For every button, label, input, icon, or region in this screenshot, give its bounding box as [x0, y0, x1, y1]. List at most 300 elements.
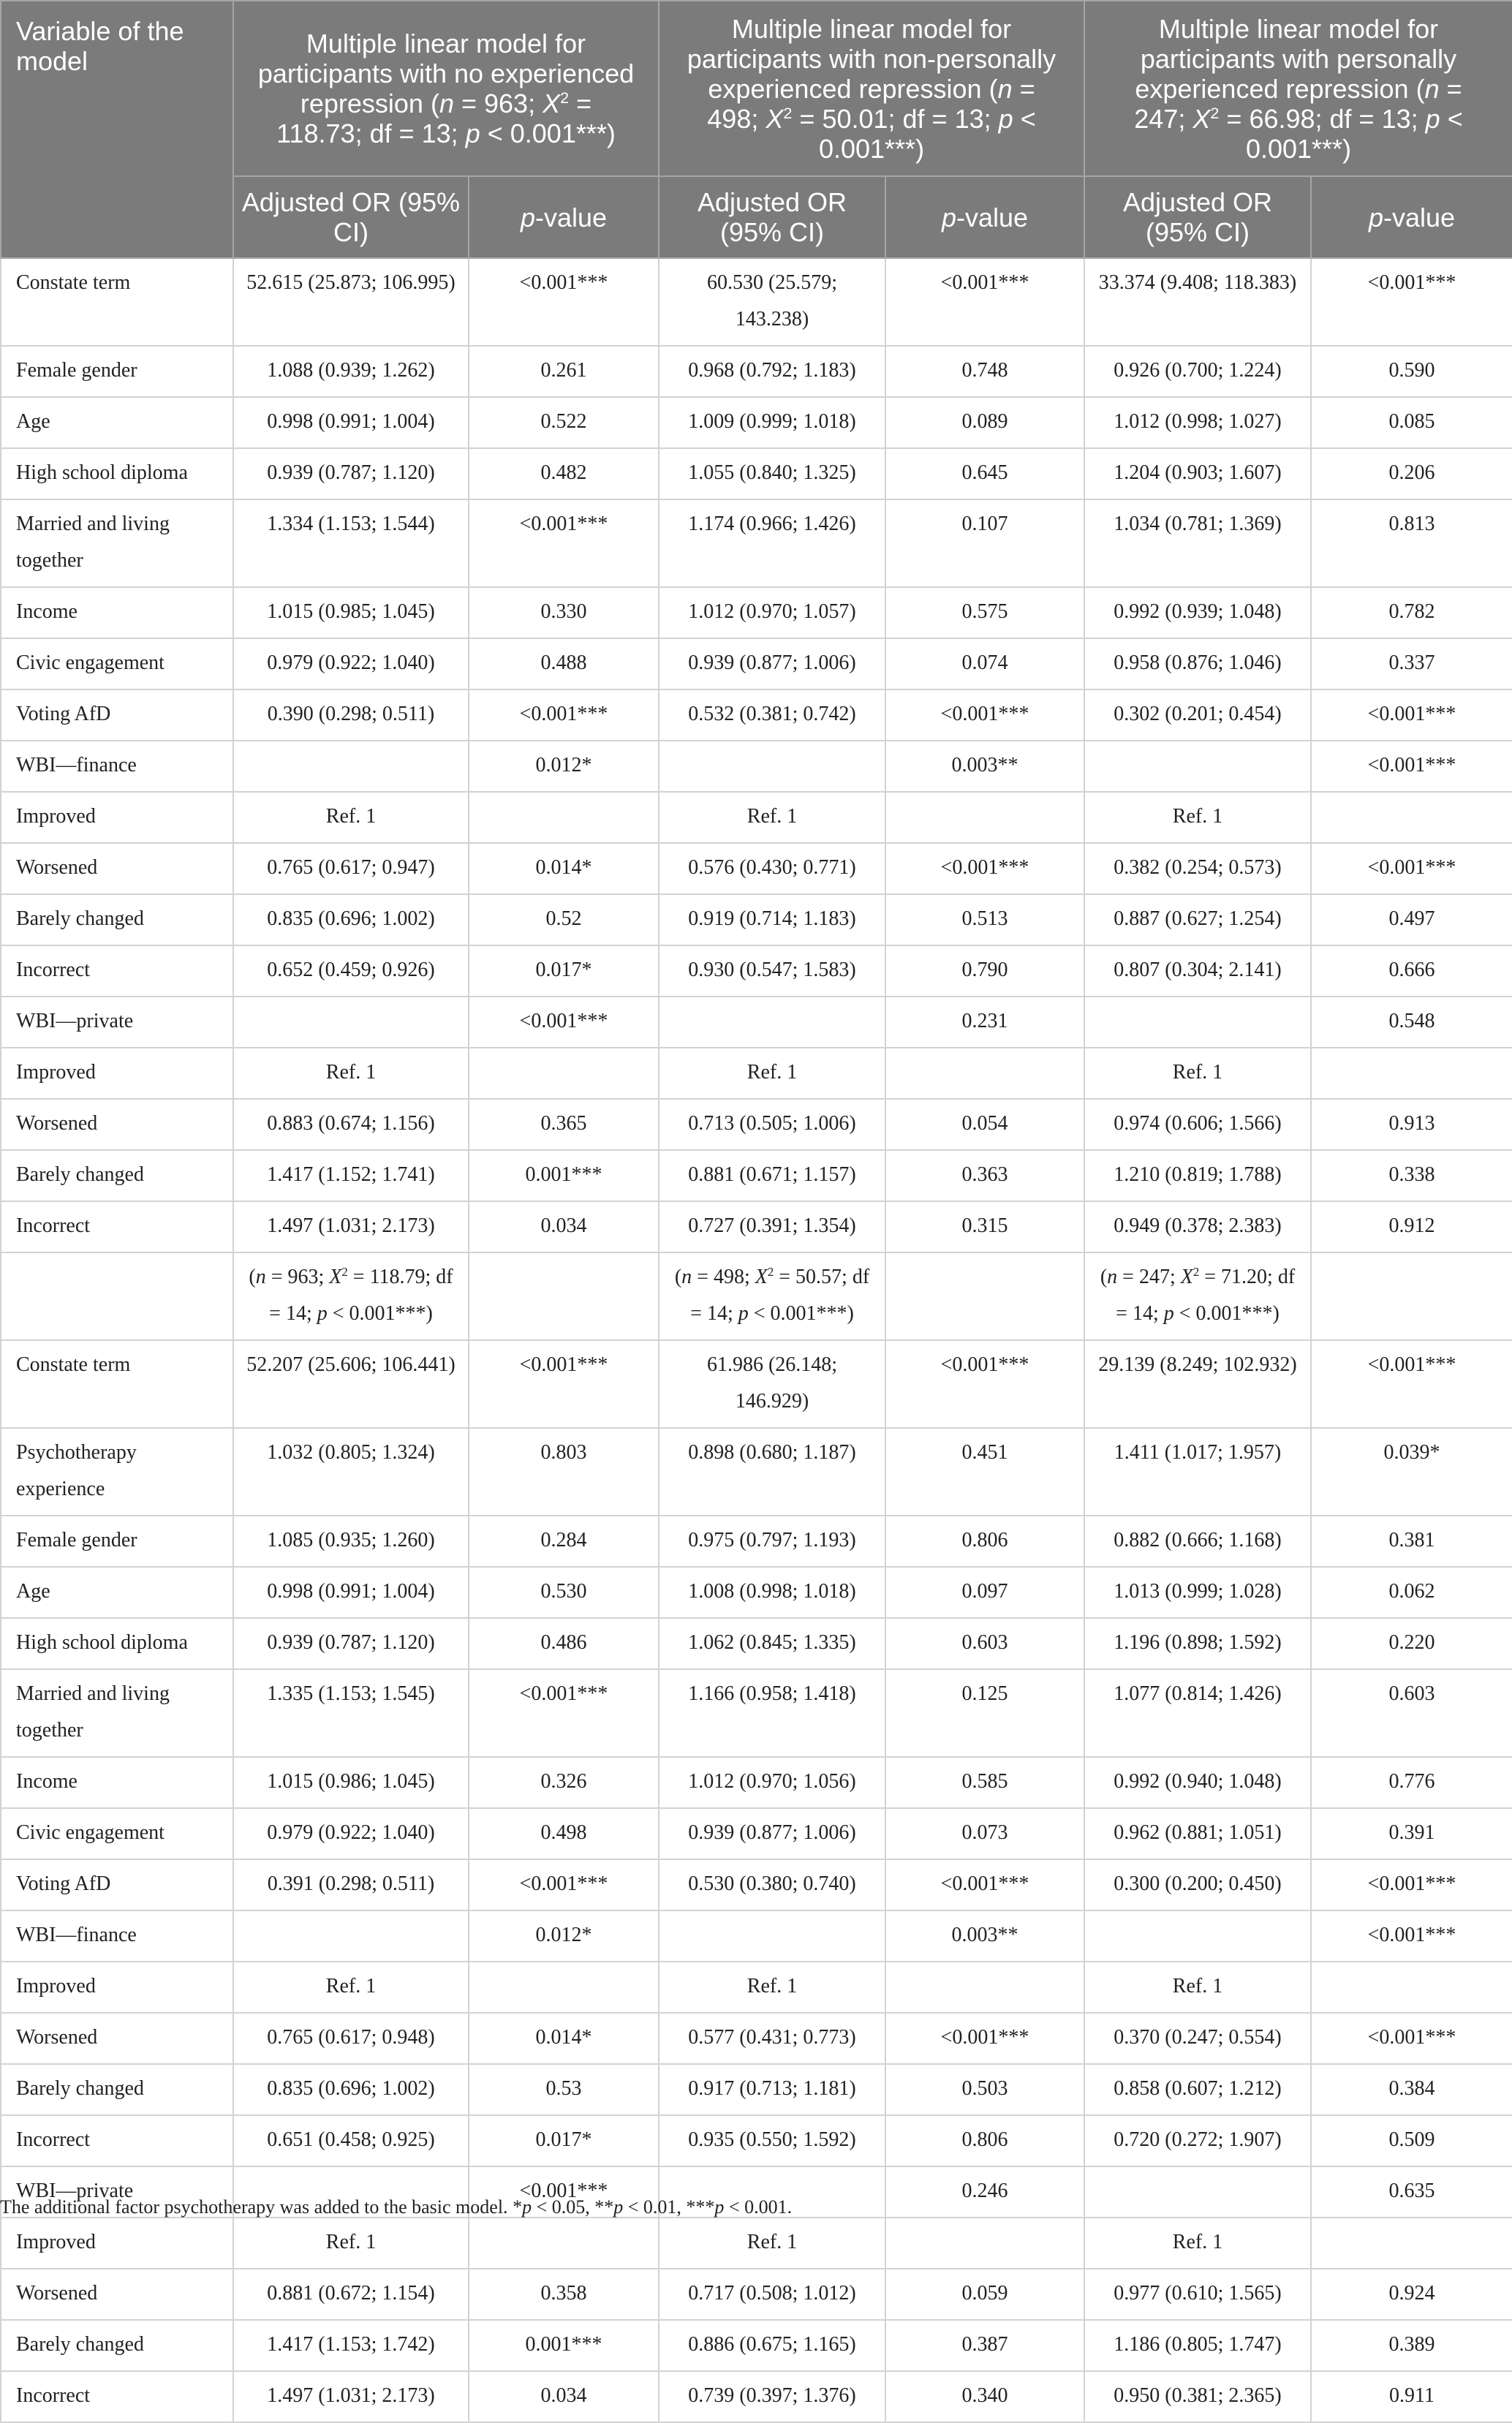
p-value: 0.001 — [818, 133, 885, 164]
adjusted-or-cell: 0.720 (0.272; 1.907) — [1084, 2115, 1311, 2166]
footnote-p: p — [714, 2196, 725, 2218]
row-label: Civic engagement — [1, 1808, 233, 1859]
footnote-p: p — [522, 2196, 532, 2218]
stars: *** — [885, 133, 916, 164]
model-fit-stat: (n = 247; $X^2 = 71.20$; df = 14; p < 0.001***) — [1084, 1252, 1311, 1340]
adjusted-or-cell: 1.210 (0.819; 1.788) — [1084, 1150, 1311, 1201]
adjusted-or-cell: 0.949 (0.378; 2.383) — [1084, 1201, 1311, 1252]
p-value-cell: 0.039* — [1311, 1428, 1512, 1516]
adjusted-or-cell: 1.013 (0.999; 1.028) — [1084, 1567, 1311, 1618]
p-value-cell: 0.326 — [469, 1757, 659, 1808]
p-suffix: -value — [956, 202, 1029, 233]
p-value-cell: <0.001*** — [469, 499, 659, 587]
row-label: Improved — [1, 1962, 233, 2013]
p-value-cell — [885, 1048, 1084, 1099]
p-value-cell: 0.284 — [469, 1516, 659, 1567]
p-value-cell: <0.001*** — [469, 2166, 659, 2218]
p-value-cell: 0.017* — [469, 945, 659, 997]
table-footnote — [0, 2195, 1512, 2220]
group-title: Multiple linear model for participants with no experienced repression — [257, 29, 635, 118]
row-label: Age — [1, 1567, 233, 1618]
p-value-cell — [1311, 792, 1512, 843]
p-value-cell: 0.924 — [1311, 2269, 1512, 2320]
p-value-cell — [469, 792, 659, 843]
p-value-cell: 0.486 — [469, 1618, 659, 1669]
n-value: 247 — [1134, 103, 1179, 134]
adjusted-or-cell: 0.939 (0.877; 1.006) — [659, 1808, 885, 1859]
empty-cell — [885, 1252, 1084, 1340]
table-row — [1, 2269, 1512, 2320]
p-value-cell: 0.330 — [469, 587, 659, 638]
p-value-cell: <0.001*** — [1311, 1340, 1512, 1428]
p-value-cell: 0.089 — [885, 397, 1084, 448]
adjusted-or-cell: 1.497 (1.031; 2.173) — [233, 2371, 469, 2422]
adjusted-or-header: Adjusted OR (95% CI) — [659, 176, 885, 258]
stars: *** — [575, 118, 607, 148]
p-value-cell: 0.782 — [1311, 587, 1512, 638]
p-value-cell — [885, 792, 1084, 843]
table-body — [1, 258, 1512, 2422]
p-value-cell: 0.381 — [1311, 1516, 1512, 1567]
p-value-cell: 0.498 — [469, 1808, 659, 1859]
adjusted-or-cell: Ref. 1 — [233, 2218, 469, 2269]
p-letter: p — [941, 202, 956, 233]
table-row — [1, 1567, 1512, 1618]
table-row — [1, 1048, 1512, 1099]
adjusted-or-cell: 0.979 (0.922; 1.040) — [233, 1808, 469, 1859]
p-value-cell: <0.001*** — [1311, 2013, 1512, 2064]
p-value-cell: 0.645 — [885, 448, 1084, 499]
adjusted-or-cell: 1.009 (0.999; 1.018) — [659, 397, 885, 448]
adjusted-or-cell: 0.926 (0.700; 1.224) — [1084, 346, 1311, 397]
table-row — [1, 2064, 1512, 2115]
p-value-cell: <0.001*** — [1311, 843, 1512, 894]
p-value-cell: 0.034 — [469, 1201, 659, 1252]
chi-label: X — [766, 103, 784, 134]
adjusted-or-cell: 1.012 (0.970; 1.056) — [659, 1757, 885, 1808]
p-value-cell: 0.603 — [1311, 1669, 1512, 1757]
p-value-cell: <0.001*** — [1311, 741, 1512, 792]
p-value-cell: 0.206 — [1311, 448, 1512, 499]
table-row — [1, 1618, 1512, 1669]
adjusted-or-cell: 0.302 (0.201; 0.454) — [1084, 689, 1311, 741]
table-row — [1, 638, 1512, 689]
p-value-cell — [469, 1962, 659, 2013]
adjusted-or-cell: 0.992 (0.939; 1.048) — [1084, 587, 1311, 638]
adjusted-or-cell: 1.062 (0.845; 1.335) — [659, 1618, 885, 1669]
row-label: Worsened — [1, 1099, 233, 1150]
row-label: Worsened — [1, 843, 233, 894]
adjusted-or-header: Adjusted OR (95% CI) — [1084, 176, 1311, 258]
row-label: WBI—private — [1, 2166, 233, 2218]
p-value-cell: 0.451 — [885, 1428, 1084, 1516]
table-row — [1, 587, 1512, 638]
row-label: Married and living together — [1, 499, 233, 587]
row-label: Income — [1, 1757, 233, 1808]
p-value-cell: 0.530 — [469, 1567, 659, 1618]
p-value-cell — [469, 1048, 659, 1099]
chi-value: 50.01 — [822, 103, 888, 134]
p-value-cell: 0.358 — [469, 2269, 659, 2320]
adjusted-or-cell: 1.015 (0.986; 1.045) — [233, 1757, 469, 1808]
group-title: Multiple linear model for participants with personally experienced repression — [1135, 13, 1457, 104]
adjusted-or-cell: Ref. 1 — [233, 792, 469, 843]
table-row — [1, 1516, 1512, 1567]
p-value-cell: 0.054 — [885, 1099, 1084, 1150]
adjusted-or-cell: 52.207 (25.606; 106.441) — [233, 1340, 469, 1428]
adjusted-or-cell: 0.968 (0.792; 1.183) — [659, 346, 885, 397]
p-value-header — [469, 176, 659, 258]
n-value: 498 — [707, 103, 752, 134]
p-value-cell: 0.125 — [885, 1669, 1084, 1757]
p-value-cell — [1311, 1962, 1512, 2013]
p-value-cell: <0.001*** — [1311, 1910, 1512, 1962]
p-value-cell: 0.548 — [1311, 997, 1512, 1048]
row-label: Improved — [1, 2218, 233, 2269]
p-value-cell: <0.001*** — [885, 689, 1084, 741]
adjusted-or-cell: 1.032 (0.805; 1.324) — [233, 1428, 469, 1516]
row-label: Barely changed — [1, 2064, 233, 2115]
adjusted-or-cell — [659, 741, 885, 792]
p-value-cell — [885, 1962, 1084, 2013]
p-value-cell: 0.338 — [1311, 1150, 1512, 1201]
p-value-cell: 0.012* — [469, 741, 659, 792]
adjusted-or-cell: 1.085 (0.935; 1.260) — [233, 1516, 469, 1567]
adjusted-or-cell: 0.858 (0.607; 1.212) — [1084, 2064, 1311, 2115]
adjusted-or-cell: 0.835 (0.696; 1.002) — [233, 894, 469, 945]
p-value-cell: 0.337 — [1311, 638, 1512, 689]
p-value-cell: <0.001*** — [885, 2013, 1084, 2064]
adjusted-or-cell: 1.417 (1.153; 1.742) — [233, 2320, 469, 2371]
p-value-cell: 0.913 — [1311, 1099, 1512, 1150]
p-value-cell: <0.001*** — [469, 1859, 659, 1910]
p-value-cell: 0.790 — [885, 945, 1084, 997]
adjusted-or-cell: 0.935 (0.550; 1.592) — [659, 2115, 885, 2166]
row-label: Incorrect — [1, 945, 233, 997]
p-value-cell: 0.001*** — [469, 2320, 659, 2371]
p-value-cell: 0.53 — [469, 2064, 659, 2115]
p-value-cell: 0.803 — [469, 1428, 659, 1516]
adjusted-or-cell: 1.335 (1.153; 1.545) — [233, 1669, 469, 1757]
adjusted-or-cell: Ref. 1 — [659, 2218, 885, 2269]
footnote-p: p — [613, 2196, 624, 2218]
adjusted-or-cell: 0.881 (0.672; 1.154) — [233, 2269, 469, 2320]
p-value-cell: 0.52 — [469, 894, 659, 945]
adjusted-or-cell: 0.370 (0.247; 0.554) — [1084, 2013, 1311, 2064]
adjusted-or-cell: Ref. 1 — [1084, 792, 1311, 843]
row-label: High school diploma — [1, 1618, 233, 1669]
adjusted-or-cell: 0.917 (0.713; 1.181) — [659, 2064, 885, 2115]
p-value-cell: 0.014* — [469, 843, 659, 894]
adjusted-or-cell: 0.300 (0.200; 0.450) — [1084, 1859, 1311, 1910]
table-row — [1, 1962, 1512, 2013]
table-row — [1, 945, 1512, 997]
p-value-cell: 0.384 — [1311, 2064, 1512, 2115]
adjusted-or-cell: 0.651 (0.458; 0.925) — [233, 2115, 469, 2166]
table-row — [1, 1910, 1512, 1962]
p-letter: p — [1368, 202, 1383, 233]
adjusted-or-cell: 0.930 (0.547; 1.583) — [659, 945, 885, 997]
table-row — [1, 2320, 1512, 2371]
p-value-cell: 0.497 — [1311, 894, 1512, 945]
adjusted-or-cell: 0.974 (0.606; 1.566) — [1084, 1099, 1311, 1150]
p-value-header — [1311, 176, 1512, 258]
adjusted-or-cell: 1.417 (1.152; 1.741) — [233, 1150, 469, 1201]
adjusted-or-cell: 0.835 (0.696; 1.002) — [233, 2064, 469, 2115]
adjusted-or-cell: 0.898 (0.680; 1.187) — [659, 1428, 885, 1516]
p-value-cell: 0.340 — [885, 2371, 1084, 2422]
adjusted-or-cell: 0.881 (0.671; 1.157) — [659, 1150, 885, 1201]
adjusted-or-cell: 0.939 (0.877; 1.006) — [659, 638, 885, 689]
empty-cell — [1311, 1252, 1512, 1340]
p-value-cell: 0.575 — [885, 587, 1084, 638]
p-value-cell: 0.220 — [1311, 1618, 1512, 1669]
p-value-cell: 0.387 — [885, 2320, 1084, 2371]
row-label: Worsened — [1, 2013, 233, 2064]
p-value-cell: 0.034 — [469, 2371, 659, 2422]
adjusted-or-cell: 52.615 (25.873; 106.995) — [233, 258, 469, 346]
df-value: 13 — [1381, 103, 1411, 134]
p-value-cell: 0.391 — [1311, 1808, 1512, 1859]
p-value-cell: 0.085 — [1311, 397, 1512, 448]
variable-column-header: Variable of the model — [1, 1, 233, 258]
df-value: 13 — [954, 103, 984, 134]
adjusted-or-cell: 1.497 (1.031; 2.173) — [233, 1201, 469, 1252]
table-row — [1, 1669, 1512, 1757]
adjusted-or-cell: 0.883 (0.674; 1.156) — [233, 1099, 469, 1150]
p-label: p — [1425, 103, 1440, 134]
p-value-cell: 0.776 — [1311, 1757, 1512, 1808]
chi-label: X — [543, 88, 561, 118]
footnote-star: ** — [594, 2196, 614, 2218]
p-label: p — [998, 103, 1013, 134]
adjusted-or-cell: 1.055 (0.840; 1.325) — [659, 448, 885, 499]
adjusted-or-cell: 0.998 (0.991; 1.004) — [233, 397, 469, 448]
adjusted-or-cell — [1084, 997, 1311, 1048]
adjusted-or-cell: 0.977 (0.610; 1.565) — [1084, 2269, 1311, 2320]
adjusted-or-cell: 0.739 (0.397; 1.376) — [659, 2371, 885, 2422]
row-label: Worsened — [1, 2269, 233, 2320]
p-value-cell: 0.003** — [885, 1910, 1084, 1962]
chi-value: 66.98 — [1249, 103, 1315, 134]
row-label: Incorrect — [1, 1201, 233, 1252]
table-row — [1, 397, 1512, 448]
adjusted-or-cell: 0.975 (0.797; 1.193) — [659, 1516, 885, 1567]
p-letter: p — [520, 202, 535, 233]
model-fit-stat: (n = 498; $X^2 = 50.57$; df = 14; p < 0.001***) — [659, 1252, 885, 1340]
table-row — [1, 1808, 1512, 1859]
table-row — [1, 1150, 1512, 1201]
row-label: Incorrect — [1, 2115, 233, 2166]
p-value-cell: <0.001*** — [1311, 689, 1512, 741]
model-fit-stat: (n = 963; $X^2 = 118.79$; df = 14; p < 0.001***) — [233, 1252, 469, 1340]
adjusted-or-cell: 1.008 (0.998; 1.018) — [659, 1567, 885, 1618]
p-value-cell: <0.001*** — [885, 258, 1084, 346]
footnote-threshold: < 0.05, — [532, 2196, 595, 2218]
adjusted-or-cell: 0.807 (0.304; 2.141) — [1084, 945, 1311, 997]
p-value-cell: 0.246 — [885, 2166, 1084, 2218]
p-value: 0.001 — [1245, 133, 1312, 164]
adjusted-or-cell: 0.530 (0.380; 0.740) — [659, 1859, 885, 1910]
p-value-cell: 0.590 — [1311, 346, 1512, 397]
row-label: WBI—finance — [1, 1910, 233, 1962]
p-value-cell: 0.003** — [885, 741, 1084, 792]
p-value-cell: 0.059 — [885, 2269, 1084, 2320]
adjusted-or-header: Adjusted OR (95% CI) — [233, 176, 469, 258]
p-value-cell: 0.488 — [469, 638, 659, 689]
adjusted-or-cell — [659, 997, 885, 1048]
row-label: Barely changed — [1, 894, 233, 945]
p-value-cell: 0.365 — [469, 1099, 659, 1150]
adjusted-or-cell: 0.727 (0.391; 1.354) — [659, 1201, 885, 1252]
adjusted-or-cell — [1084, 741, 1311, 792]
table-row — [1, 1252, 1512, 1340]
adjusted-or-cell: 0.577 (0.431; 0.773) — [659, 2013, 885, 2064]
p-value-cell: 0.012* — [469, 1910, 659, 1962]
footnote-text: The additional factor psychotherapy was added to the basic model. — [0, 2196, 508, 2218]
p-value-cell: 0.107 — [885, 499, 1084, 587]
adjusted-or-cell: 0.992 (0.940; 1.048) — [1084, 1757, 1311, 1808]
p-value-cell: 0.363 — [885, 1150, 1084, 1201]
adjusted-or-cell: 1.088 (0.939; 1.262) — [233, 346, 469, 397]
adjusted-or-cell: 0.652 (0.459; 0.926) — [233, 945, 469, 997]
adjusted-or-cell: Ref. 1 — [1084, 1962, 1311, 2013]
adjusted-or-cell: 0.958 (0.876; 1.046) — [1084, 638, 1311, 689]
adjusted-or-cell: 0.390 (0.298; 0.511) — [233, 689, 469, 741]
row-label: Barely changed — [1, 1150, 233, 1201]
p-value-cell — [1311, 1048, 1512, 1099]
row-label: Voting AfD — [1, 689, 233, 741]
table-row — [1, 346, 1512, 397]
table-row — [1, 1340, 1512, 1428]
row-label: Age — [1, 397, 233, 448]
adjusted-or-cell: 60.530 (25.579; 143.238) — [659, 258, 885, 346]
footnote-threshold: < 0.001. — [724, 2196, 793, 2218]
table-row — [1, 2115, 1512, 2166]
p-value-cell: 0.585 — [885, 1757, 1084, 1808]
p-value-cell: 0.315 — [885, 1201, 1084, 1252]
p-value-cell: <0.001*** — [469, 689, 659, 741]
adjusted-or-cell: Ref. 1 — [233, 1048, 469, 1099]
row-label: Improved — [1, 1048, 233, 1099]
adjusted-or-cell: 0.713 (0.505; 1.006) — [659, 1099, 885, 1150]
adjusted-or-cell: 1.012 (0.998; 1.027) — [1084, 397, 1311, 448]
table-row — [1, 689, 1512, 741]
row-label: Barely changed — [1, 2320, 233, 2371]
n-label: n — [997, 73, 1013, 104]
row-label: Voting AfD — [1, 1859, 233, 1910]
adjusted-or-cell: 33.374 (9.408; 118.383) — [1084, 258, 1311, 346]
row-label: Constate term — [1, 1340, 233, 1428]
row-label: WBI—finance — [1, 741, 233, 792]
n-value: 963 — [484, 88, 529, 118]
adjusted-or-cell: 0.939 (0.787; 1.120) — [233, 448, 469, 499]
group-header-non-personal-repression: Multiple linear model for participants with non-personally experienced repression (n = 498; $X^2 = 50.01$; df = 13; p < 0.001***) — [659, 1, 1084, 176]
p-value-cell: 0.074 — [885, 638, 1084, 689]
p-value-cell: <0.001*** — [469, 997, 659, 1048]
adjusted-or-cell: 0.765 (0.617; 0.948) — [233, 2013, 469, 2064]
group-title: Multiple linear model for participants with non-personally experienced repression — [687, 13, 1056, 104]
p-value-cell: 0.635 — [1311, 2166, 1512, 2218]
adjusted-or-cell: 1.077 (0.814; 1.426) — [1084, 1669, 1311, 1757]
adjusted-or-cell: 0.962 (0.881; 1.051) — [1084, 1808, 1311, 1859]
adjusted-or-cell — [233, 1910, 469, 1962]
adjusted-or-cell: Ref. 1 — [659, 1962, 885, 2013]
table-row — [1, 448, 1512, 499]
row-label: Incorrect — [1, 2371, 233, 2422]
group-header-personal-repression: Multiple linear model for participants with personally experienced repression (n = 247; $X^2 = 66.98$; df = 13; p < 0.001***) — [1084, 1, 1512, 176]
row-label: Civic engagement — [1, 638, 233, 689]
adjusted-or-cell: 0.391 (0.298; 0.511) — [233, 1859, 469, 1910]
adjusted-or-cell: Ref. 1 — [1084, 2218, 1311, 2269]
p-value-cell: 0.912 — [1311, 1201, 1512, 1252]
adjusted-or-cell: 0.886 (0.675; 1.165) — [659, 2320, 885, 2371]
row-label: Improved — [1, 792, 233, 843]
p-suffix: -value — [1383, 202, 1456, 233]
table-row — [1, 1859, 1512, 1910]
p-value-cell: 0.911 — [1311, 2371, 1512, 2422]
adjusted-or-cell: 0.532 (0.381; 0.742) — [659, 689, 885, 741]
n-label: n — [439, 88, 454, 118]
adjusted-or-cell: Ref. 1 — [233, 1962, 469, 2013]
adjusted-or-cell: 61.986 (26.148; 146.929) — [659, 1340, 885, 1428]
adjusted-or-cell: 0.939 (0.787; 1.120) — [233, 1618, 469, 1669]
adjusted-or-cell: 0.576 (0.430; 0.771) — [659, 843, 885, 894]
adjusted-or-cell: 0.979 (0.922; 1.040) — [233, 638, 469, 689]
table-row — [1, 1757, 1512, 1808]
row-label: Psychotherapy experience — [1, 1428, 233, 1516]
p-label: p — [465, 118, 480, 148]
n-label: n — [1424, 73, 1440, 104]
p-value-cell: 0.062 — [1311, 1567, 1512, 1618]
adjusted-or-cell: 1.174 (0.966; 1.426) — [659, 499, 885, 587]
p-value-cell: <0.001*** — [1311, 1859, 1512, 1910]
chi-value: 118.73 — [276, 118, 355, 148]
adjusted-or-cell: 0.382 (0.254; 0.573) — [1084, 843, 1311, 894]
adjusted-or-cell: Ref. 1 — [1084, 1048, 1311, 1099]
footnote-star: * — [513, 2196, 523, 2218]
p-value-cell: 0.806 — [885, 2115, 1084, 2166]
p-value-cell: 0.001*** — [469, 1150, 659, 1201]
p-value-cell: 0.261 — [469, 346, 659, 397]
table-row — [1, 258, 1512, 346]
adjusted-or-cell — [1084, 1910, 1311, 1962]
table-row — [1, 894, 1512, 945]
empty-cell — [469, 1252, 659, 1340]
table-row — [1, 741, 1512, 792]
row-label: Constate term — [1, 258, 233, 346]
table-row — [1, 997, 1512, 1048]
p-value-cell: 0.389 — [1311, 2320, 1512, 2371]
adjusted-or-cell: 0.887 (0.627; 1.254) — [1084, 894, 1311, 945]
p-value-cell: 0.806 — [885, 1516, 1084, 1567]
table-row — [1, 1099, 1512, 1150]
p-value-cell: 0.097 — [885, 1567, 1084, 1618]
row-label: Female gender — [1, 1516, 233, 1567]
adjusted-or-cell: 0.765 (0.617; 0.947) — [233, 843, 469, 894]
adjusted-or-cell — [233, 741, 469, 792]
adjusted-or-cell: 1.334 (1.153; 1.544) — [233, 499, 469, 587]
group-header-no-repression: Multiple linear model for participants with no experienced repression (n = 963; $X^2 = 118.73$; df = 13; p < 0.001***) — [233, 1, 659, 176]
p-value-cell: 0.482 — [469, 448, 659, 499]
adjusted-or-cell: Ref. 1 — [659, 1048, 885, 1099]
adjusted-or-cell — [659, 1910, 885, 1962]
adjusted-or-cell: 0.998 (0.991; 1.004) — [233, 1567, 469, 1618]
table-row — [1, 499, 1512, 587]
adjusted-or-cell: 1.186 (0.805; 1.747) — [1084, 2320, 1311, 2371]
adjusted-or-cell: 1.166 (0.958; 1.418) — [659, 1669, 885, 1757]
adjusted-or-cell: 0.717 (0.508; 1.012) — [659, 2269, 885, 2320]
